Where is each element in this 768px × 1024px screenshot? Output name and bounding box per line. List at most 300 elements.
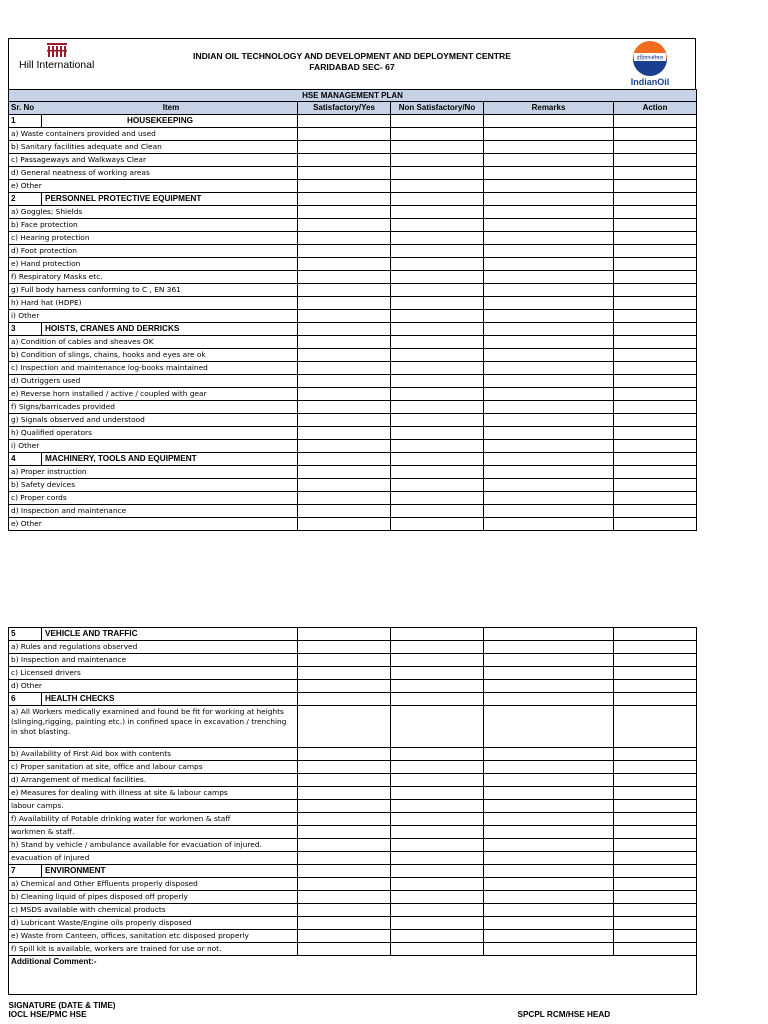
column-header-row: [9, 102, 697, 115]
check-cell[interactable]: [298, 479, 391, 492]
check-cell[interactable]: [391, 706, 484, 748]
check-cell[interactable]: [484, 904, 614, 917]
check-cell[interactable]: [298, 800, 391, 813]
check-cell[interactable]: [614, 167, 697, 180]
check-cell[interactable]: [484, 774, 614, 787]
check-cell[interactable]: [391, 479, 484, 492]
check-cell[interactable]: [391, 167, 484, 180]
checklist-item: e) Reverse horn installed / active / coupled with gear: [9, 388, 298, 401]
check-cell[interactable]: [298, 388, 391, 401]
check-cell[interactable]: [614, 505, 697, 518]
check-cell[interactable]: [614, 219, 697, 232]
check-cell[interactable]: [391, 440, 484, 453]
check-cell[interactable]: [484, 128, 614, 141]
check-cell[interactable]: [614, 427, 697, 440]
checklist-item: e) Other: [9, 518, 298, 531]
check-cell[interactable]: [484, 453, 614, 466]
check-cell[interactable]: [298, 219, 391, 232]
checklist-item: e) Measures for dealing with illness at site & labour camps: [9, 787, 298, 800]
check-cell[interactable]: [298, 680, 391, 693]
check-cell[interactable]: [298, 706, 391, 748]
check-cell[interactable]: [484, 258, 614, 271]
section-header-row: [9, 115, 697, 128]
check-cell[interactable]: [484, 930, 614, 943]
section-name: ENVIRONMENT: [45, 866, 106, 875]
signature-row: [9, 995, 697, 1020]
checklist-item: a) Rules and regulations observed: [9, 641, 298, 654]
check-cell[interactable]: [484, 232, 614, 245]
check-cell[interactable]: [298, 878, 391, 891]
check-cell[interactable]: [614, 440, 697, 453]
check-cell[interactable]: [391, 206, 484, 219]
check-cell[interactable]: [391, 917, 484, 930]
check-cell[interactable]: [298, 667, 391, 680]
check-cell[interactable]: [391, 453, 484, 466]
check-cell[interactable]: [391, 641, 484, 654]
checklist-item: a) Waste containers provided and used: [9, 128, 298, 141]
checklist-item-row: [9, 206, 697, 219]
additional-comment[interactable]: Additional Comment:-: [9, 956, 697, 995]
organisation-location: FARIDABAD SEC- 67: [309, 62, 395, 72]
check-cell[interactable]: [391, 748, 484, 761]
check-cell[interactable]: [614, 206, 697, 219]
check-cell[interactable]: [391, 492, 484, 505]
check-cell[interactable]: [614, 284, 697, 297]
col-satisfactory: Satisfactory/Yes: [298, 102, 391, 115]
check-cell[interactable]: [484, 388, 614, 401]
check-cell[interactable]: [391, 518, 484, 531]
checklist-item-row: [9, 219, 697, 232]
check-cell[interactable]: [484, 219, 614, 232]
check-cell[interactable]: [391, 930, 484, 943]
check-cell[interactable]: [298, 115, 391, 128]
check-cell[interactable]: [614, 232, 697, 245]
check-cell[interactable]: [391, 362, 484, 375]
check-cell[interactable]: [391, 401, 484, 414]
check-cell[interactable]: [484, 193, 614, 206]
check-cell[interactable]: [614, 466, 697, 479]
check-cell[interactable]: [484, 865, 614, 878]
check-cell[interactable]: [614, 362, 697, 375]
check-cell[interactable]: [298, 826, 391, 839]
check-cell[interactable]: [614, 154, 697, 167]
check-cell[interactable]: [484, 297, 614, 310]
check-cell[interactable]: [614, 479, 697, 492]
iocl-hse-label: IOCL HSE/PMC HSE: [8, 1010, 87, 1019]
check-cell[interactable]: [484, 518, 614, 531]
spcpl-head-label: SPCPL RCM/HSE HEAD: [517, 1010, 611, 1019]
check-cell[interactable]: [391, 654, 484, 667]
check-cell[interactable]: [391, 427, 484, 440]
check-cell[interactable]: [484, 167, 614, 180]
check-cell[interactable]: [614, 852, 697, 865]
checklist-item: g) Full body harness conforming to C , EN 361: [9, 284, 298, 297]
check-cell[interactable]: [484, 641, 614, 654]
check-cell[interactable]: [391, 680, 484, 693]
check-cell[interactable]: [391, 115, 484, 128]
check-cell[interactable]: [484, 141, 614, 154]
check-cell[interactable]: [614, 115, 697, 128]
check-cell[interactable]: [614, 310, 697, 323]
checklist-item-row: [9, 258, 697, 271]
checklist-item-row: [9, 813, 697, 826]
check-cell[interactable]: [484, 479, 614, 492]
check-cell[interactable]: [391, 219, 484, 232]
check-cell[interactable]: [614, 128, 697, 141]
check-cell[interactable]: [298, 693, 391, 706]
check-cell[interactable]: [484, 852, 614, 865]
checklist-item-row: [9, 761, 697, 774]
checklist-item: c) Proper cords: [9, 492, 298, 505]
section-name: VEHICLE AND TRAFFIC: [45, 629, 138, 638]
section-title: [9, 323, 298, 336]
check-cell[interactable]: [298, 180, 391, 193]
check-cell[interactable]: [298, 440, 391, 453]
additional-comment-row: [9, 956, 697, 995]
check-cell[interactable]: [298, 323, 391, 336]
check-cell[interactable]: [484, 628, 614, 641]
hse-checklist-sheet: [8, 38, 696, 1019]
check-cell[interactable]: [298, 232, 391, 245]
check-cell[interactable]: [484, 667, 614, 680]
check-cell[interactable]: [391, 180, 484, 193]
check-cell[interactable]: [484, 401, 614, 414]
check-cell[interactable]: [614, 654, 697, 667]
check-cell[interactable]: [298, 761, 391, 774]
checklist-item: e) Waste from Canteen, offices, sanitation etc disposed properly: [9, 930, 298, 943]
check-cell[interactable]: [298, 453, 391, 466]
check-cell[interactable]: [298, 271, 391, 284]
check-cell[interactable]: [614, 641, 697, 654]
check-cell[interactable]: [484, 336, 614, 349]
check-cell[interactable]: [484, 761, 614, 774]
checklist-item-row: [9, 180, 697, 193]
checklist-item: c) Proper sanitation at site, office and labour camps: [9, 761, 298, 774]
check-cell[interactable]: [298, 930, 391, 943]
checklist-item-row: [9, 839, 697, 852]
check-cell[interactable]: [298, 141, 391, 154]
check-cell[interactable]: [391, 787, 484, 800]
check-cell[interactable]: [614, 323, 697, 336]
check-cell[interactable]: [298, 206, 391, 219]
check-cell[interactable]: [484, 154, 614, 167]
check-cell[interactable]: [298, 787, 391, 800]
signature-label: SIGNATURE (DATE & TIME): [8, 1001, 116, 1010]
check-cell[interactable]: [391, 284, 484, 297]
check-cell[interactable]: [484, 891, 614, 904]
checklist-item-row: [9, 154, 697, 167]
check-cell[interactable]: [614, 943, 697, 956]
check-cell[interactable]: [298, 943, 391, 956]
hill-international-logo: [19, 43, 99, 71]
check-cell[interactable]: [298, 297, 391, 310]
check-cell[interactable]: [614, 904, 697, 917]
check-cell[interactable]: [484, 284, 614, 297]
check-cell[interactable]: [484, 323, 614, 336]
check-cell[interactable]: [614, 414, 697, 427]
check-cell[interactable]: [391, 388, 484, 401]
check-cell[interactable]: [391, 891, 484, 904]
check-cell[interactable]: [391, 693, 484, 706]
section-header-row: [9, 193, 697, 206]
check-cell[interactable]: [484, 466, 614, 479]
check-cell[interactable]: [391, 310, 484, 323]
check-cell[interactable]: [484, 245, 614, 258]
checklist-item: f) Availability of Potable drinking water for workmen & staff: [9, 813, 298, 826]
check-cell[interactable]: [484, 349, 614, 362]
check-cell[interactable]: [298, 167, 391, 180]
check-cell[interactable]: [391, 761, 484, 774]
checklist-item: b) Inspection and maintenance: [9, 654, 298, 667]
checklist-item-row: [9, 388, 697, 401]
checklist-item-row: [9, 891, 697, 904]
section-title: [9, 693, 298, 706]
check-cell[interactable]: [614, 917, 697, 930]
check-cell[interactable]: [614, 865, 697, 878]
check-cell[interactable]: [298, 193, 391, 206]
check-cell[interactable]: [614, 774, 697, 787]
check-cell[interactable]: [391, 774, 484, 787]
check-cell[interactable]: [614, 839, 697, 852]
check-cell[interactable]: [484, 427, 614, 440]
check-cell[interactable]: [614, 141, 697, 154]
page-gap: [9, 531, 697, 628]
check-cell[interactable]: [391, 336, 484, 349]
check-cell[interactable]: [391, 154, 484, 167]
document-title: [129, 51, 575, 73]
check-cell[interactable]: [614, 193, 697, 206]
check-cell[interactable]: [614, 492, 697, 505]
check-cell[interactable]: [298, 904, 391, 917]
check-cell[interactable]: [614, 891, 697, 904]
checklist-item: h) Hard hat (HDPE): [9, 297, 298, 310]
checklist-item-row: [9, 641, 697, 654]
section-number: 3: [11, 323, 42, 335]
check-cell[interactable]: [484, 878, 614, 891]
check-cell[interactable]: [298, 774, 391, 787]
checklist-item-row: [9, 297, 697, 310]
checklist-item-row: [9, 654, 697, 667]
check-cell[interactable]: [484, 693, 614, 706]
check-cell[interactable]: [614, 667, 697, 680]
check-cell[interactable]: [614, 375, 697, 388]
check-cell[interactable]: [298, 917, 391, 930]
checklist-item-row: [9, 427, 697, 440]
section-name: HEALTH CHECKS: [45, 694, 115, 703]
check-cell[interactable]: [298, 245, 391, 258]
check-cell[interactable]: [391, 141, 484, 154]
checklist-item-row: [9, 466, 697, 479]
check-cell[interactable]: [484, 813, 614, 826]
check-cell[interactable]: [484, 271, 614, 284]
check-cell[interactable]: [391, 904, 484, 917]
check-cell[interactable]: [298, 748, 391, 761]
checklist-item-row: [9, 414, 697, 427]
check-cell[interactable]: [614, 297, 697, 310]
check-cell[interactable]: [391, 232, 484, 245]
check-cell[interactable]: [391, 245, 484, 258]
check-cell[interactable]: [614, 401, 697, 414]
check-cell[interactable]: [614, 706, 697, 748]
check-cell[interactable]: [298, 505, 391, 518]
checklist-item: c) Passageways and Walkways Clear: [9, 154, 298, 167]
check-cell[interactable]: [614, 271, 697, 284]
check-cell[interactable]: [298, 375, 391, 388]
check-cell[interactable]: [298, 401, 391, 414]
check-cell[interactable]: [298, 492, 391, 505]
check-cell[interactable]: [614, 748, 697, 761]
check-cell[interactable]: [614, 628, 697, 641]
check-cell[interactable]: [391, 826, 484, 839]
col-action: Action: [614, 102, 697, 115]
check-cell[interactable]: [484, 362, 614, 375]
check-cell[interactable]: [298, 466, 391, 479]
checklist-item-row: [9, 930, 697, 943]
check-cell[interactable]: [298, 518, 391, 531]
check-cell[interactable]: [298, 310, 391, 323]
check-cell[interactable]: [391, 943, 484, 956]
checklist-item: d) General neatness of working areas: [9, 167, 298, 180]
check-cell[interactable]: [298, 813, 391, 826]
checklist-item-row: [9, 232, 697, 245]
checklist-item: c) Inspection and maintenance log-books maintained: [9, 362, 298, 375]
check-cell[interactable]: [298, 865, 391, 878]
checklist-item: h) Stand by vehicle / ambulance available for evacuation of injured.: [9, 839, 298, 852]
check-cell[interactable]: [614, 453, 697, 466]
section-title: [9, 193, 298, 206]
checklist-item: f) Respiratory Masks etc.: [9, 271, 298, 284]
check-cell[interactable]: [298, 641, 391, 654]
check-cell[interactable]: [614, 813, 697, 826]
check-cell[interactable]: [614, 518, 697, 531]
checklist-item-row: [9, 904, 697, 917]
check-cell[interactable]: [298, 839, 391, 852]
checklist-item: b) Safety devices: [9, 479, 298, 492]
check-cell[interactable]: [298, 154, 391, 167]
check-cell[interactable]: [614, 388, 697, 401]
check-cell[interactable]: [614, 826, 697, 839]
section-number: 5: [11, 628, 42, 640]
check-cell[interactable]: [391, 258, 484, 271]
checklist-item: i) Other: [9, 310, 298, 323]
check-cell[interactable]: [614, 245, 697, 258]
checklist-item: b) Availability of First Aid box with contents: [9, 748, 298, 761]
check-cell[interactable]: [391, 297, 484, 310]
checklist-item: c) Hearing protection: [9, 232, 298, 245]
col-remarks: Remarks: [484, 102, 614, 115]
indianoil-logo: [615, 40, 685, 87]
section-name: HOUSEKEEPING: [127, 116, 193, 125]
check-cell[interactable]: [484, 839, 614, 852]
check-cell[interactable]: [484, 505, 614, 518]
check-cell[interactable]: [614, 878, 697, 891]
check-cell[interactable]: [484, 917, 614, 930]
check-cell[interactable]: [298, 891, 391, 904]
check-cell[interactable]: [391, 800, 484, 813]
check-cell[interactable]: [614, 693, 697, 706]
check-cell[interactable]: [298, 852, 391, 865]
section-number: 1: [11, 115, 42, 127]
check-cell[interactable]: [298, 414, 391, 427]
check-cell[interactable]: [484, 310, 614, 323]
check-cell[interactable]: [391, 865, 484, 878]
check-cell[interactable]: [614, 258, 697, 271]
check-cell[interactable]: [484, 680, 614, 693]
section-header-row: [9, 865, 697, 878]
check-cell[interactable]: [298, 336, 391, 349]
check-cell[interactable]: [298, 427, 391, 440]
check-cell[interactable]: [391, 375, 484, 388]
check-cell[interactable]: [484, 654, 614, 667]
document-header: [8, 38, 696, 89]
check-cell[interactable]: [391, 193, 484, 206]
check-cell[interactable]: [391, 323, 484, 336]
check-cell[interactable]: [298, 654, 391, 667]
check-cell[interactable]: [484, 115, 614, 128]
check-cell[interactable]: [614, 761, 697, 774]
check-cell[interactable]: [484, 748, 614, 761]
check-cell[interactable]: [484, 706, 614, 748]
check-cell[interactable]: [484, 440, 614, 453]
check-cell[interactable]: [298, 628, 391, 641]
checklist-item: d) Arrangement of medical facilities.: [9, 774, 298, 787]
check-cell[interactable]: [484, 787, 614, 800]
check-cell[interactable]: [614, 800, 697, 813]
check-cell[interactable]: [391, 349, 484, 362]
check-cell[interactable]: [614, 680, 697, 693]
check-cell[interactable]: [391, 839, 484, 852]
check-cell[interactable]: [484, 800, 614, 813]
checklist-item: labour camps.: [9, 800, 298, 813]
check-cell[interactable]: [391, 852, 484, 865]
check-cell[interactable]: [298, 362, 391, 375]
checklist-item: a) Proper instruction: [9, 466, 298, 479]
check-cell[interactable]: [484, 180, 614, 193]
check-cell[interactable]: [484, 206, 614, 219]
check-cell[interactable]: [614, 787, 697, 800]
section-name: PERSONNEL PROTECTIVE EQUIPMENT: [45, 194, 202, 203]
check-cell[interactable]: [298, 349, 391, 362]
checklist-item-row: [9, 800, 697, 813]
check-cell[interactable]: [298, 258, 391, 271]
check-cell[interactable]: [391, 628, 484, 641]
check-cell[interactable]: [298, 128, 391, 141]
check-cell[interactable]: [614, 180, 697, 193]
checklist-item: b) Face protection: [9, 219, 298, 232]
check-cell[interactable]: [391, 813, 484, 826]
check-cell[interactable]: [614, 349, 697, 362]
checklist-item-row: [9, 336, 697, 349]
check-cell[interactable]: [298, 284, 391, 297]
checklist-item-row: [9, 440, 697, 453]
check-cell[interactable]: [484, 943, 614, 956]
check-cell[interactable]: [391, 878, 484, 891]
check-cell[interactable]: [484, 492, 614, 505]
check-cell[interactable]: [391, 667, 484, 680]
check-cell[interactable]: [391, 128, 484, 141]
check-cell[interactable]: [391, 466, 484, 479]
check-cell[interactable]: [391, 414, 484, 427]
section-name: MACHINERY, TOOLS AND EQUIPMENT: [45, 454, 197, 463]
checklist-item-row: [9, 349, 697, 362]
check-cell[interactable]: [614, 930, 697, 943]
check-cell[interactable]: [484, 826, 614, 839]
check-cell[interactable]: [614, 336, 697, 349]
check-cell[interactable]: [484, 375, 614, 388]
check-cell[interactable]: [391, 505, 484, 518]
check-cell[interactable]: [484, 414, 614, 427]
check-cell[interactable]: [391, 271, 484, 284]
